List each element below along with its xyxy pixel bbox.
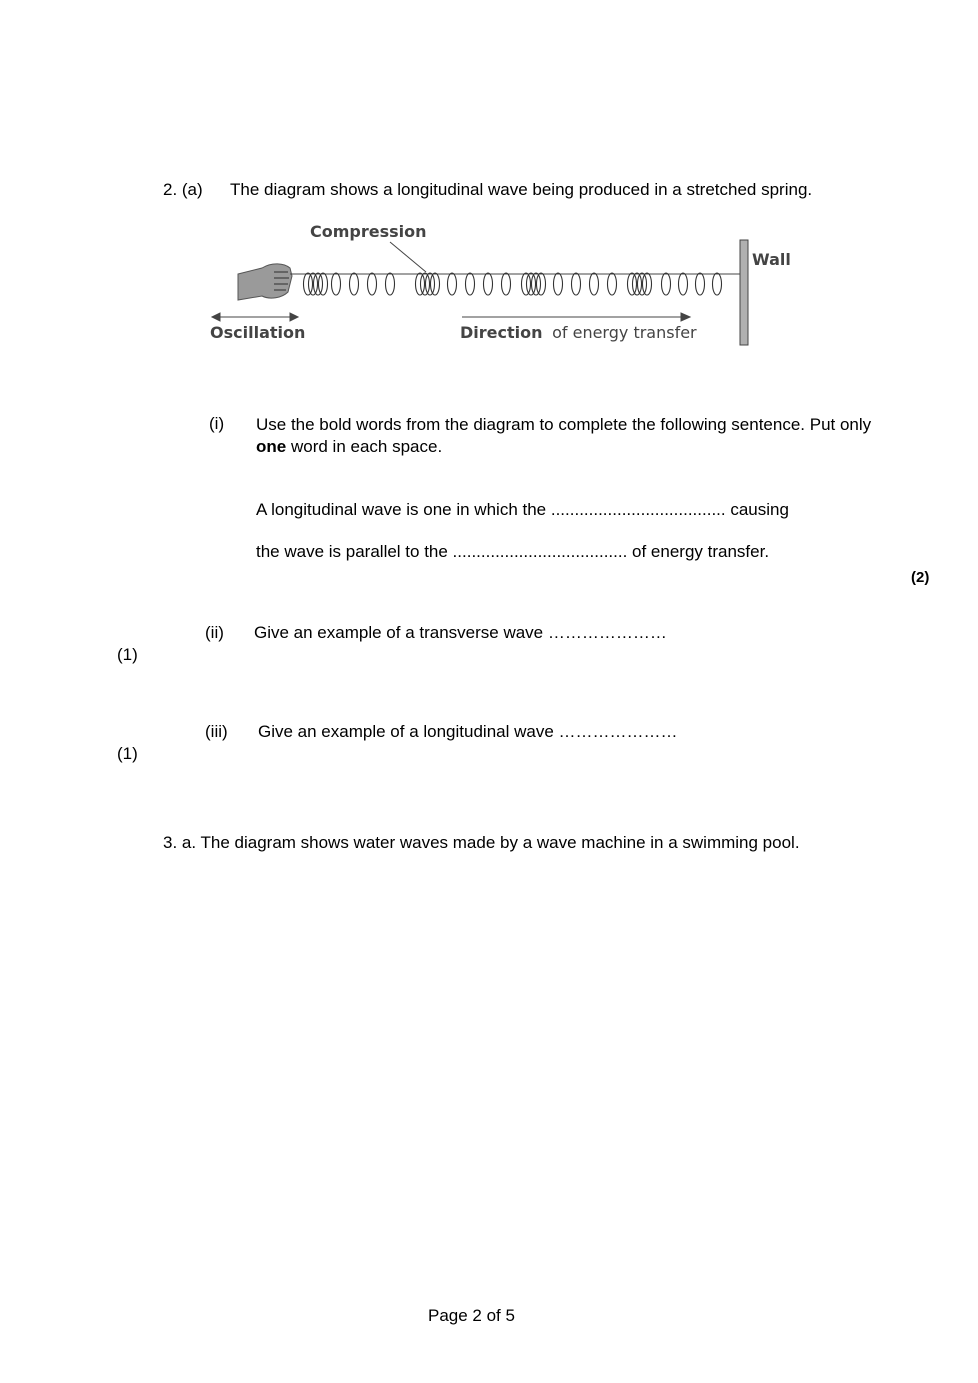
part-i-marks: (2) xyxy=(911,569,930,586)
part-ii-label: (ii) xyxy=(205,623,224,642)
spring-coil xyxy=(484,273,493,295)
part-i-instruction-bold: one xyxy=(256,437,287,456)
wall xyxy=(740,240,748,345)
direction-label-rest: of energy transfer xyxy=(552,323,697,342)
direction-label-bold: Direction xyxy=(460,323,543,342)
longitudinal-wave-diagram xyxy=(200,218,800,358)
part-i-instruction-rest: word in each space. xyxy=(290,437,443,456)
part-ii-marks: (1) xyxy=(117,645,138,664)
svg-text:Direction of energy transf xyxy=(460,323,697,342)
spring-coil xyxy=(590,273,599,295)
spring-coil xyxy=(696,273,705,295)
part-i-sentence2: the wave is parallel to the ..................................... of energy transfer. xyxy=(256,542,770,561)
hand-icon xyxy=(238,264,292,300)
spring-coil xyxy=(466,273,475,295)
part-iii-label: (iii) xyxy=(205,722,228,741)
spring-coil xyxy=(448,273,457,295)
spring-coil xyxy=(662,273,671,295)
part-i-label: (i) xyxy=(209,414,225,433)
spring-coil xyxy=(572,273,581,295)
q2-intro: The diagram shows a longitudinal wave being produced in a stretched spring. xyxy=(230,180,813,199)
compression-label: Compression xyxy=(310,222,427,241)
part-i-instruction xyxy=(256,414,896,458)
spring-coil xyxy=(368,273,377,295)
spring-coil xyxy=(608,273,617,295)
spring-coil xyxy=(332,273,341,295)
direction-arrow xyxy=(462,313,690,321)
spring-coils xyxy=(304,273,722,295)
part-ii-text: Give an example of a transverse wave ………………… xyxy=(254,623,667,642)
part-iii-text: Give an example of a longitudinal wave ………………… xyxy=(258,722,678,741)
oscillation-label: Oscillation xyxy=(210,323,306,342)
spring-coil xyxy=(386,273,395,295)
spring-coil xyxy=(350,273,359,295)
page-number: Page 2 of 5 xyxy=(428,1306,515,1325)
compression-pointer xyxy=(390,242,426,272)
wall-label: Wall xyxy=(752,250,791,269)
part-i-sentence1: A longitudinal wave is one in which the ..................................... causing xyxy=(256,500,789,519)
spring-coil xyxy=(554,273,563,295)
spring-coil xyxy=(502,273,511,295)
q3-text: 3. a. The diagram shows water waves made by a wave machine in a swimming pool. xyxy=(163,833,800,852)
part-i-instruction-line1: Use the bold words from the diagram to complete the following sentence. Put only xyxy=(256,415,872,434)
q2-number: 2. (a) xyxy=(163,180,203,199)
oscillation-arrow xyxy=(212,313,298,321)
spring-coil xyxy=(713,273,722,295)
part-iii-marks: (1) xyxy=(117,744,138,763)
spring-coil xyxy=(679,273,688,295)
